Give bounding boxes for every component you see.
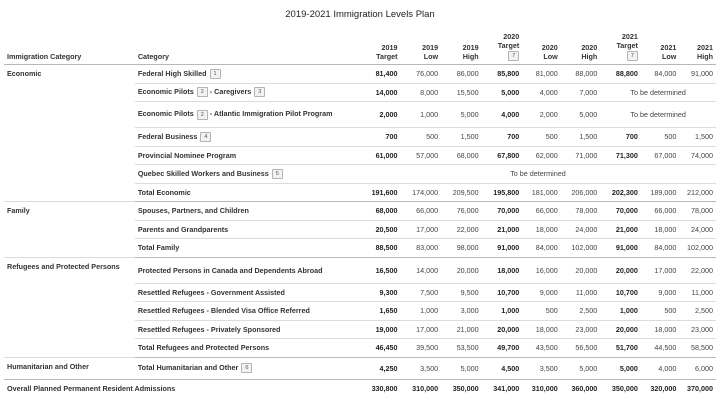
value-cell: 62,000	[522, 146, 561, 165]
table-row	[4, 202, 716, 221]
value-cell: 9,500	[441, 283, 482, 302]
category-label: Economic Pilots 2 - Atlantic Immigration Pilot Program	[135, 102, 360, 128]
category-label: Total Family	[135, 239, 360, 258]
value-cell: 17,000	[641, 257, 680, 283]
value-cell: 4,500	[482, 357, 523, 380]
value-cell: 91,000	[600, 239, 641, 258]
value-cell: 61,000	[360, 146, 401, 165]
value-cell: 51,700	[600, 339, 641, 358]
value-cell: 310,000	[531, 384, 558, 394]
value-cell: 206,000	[561, 183, 601, 202]
value-cell: 1,500	[561, 128, 601, 147]
value-cell: 24,000	[561, 220, 601, 239]
value-cell: 84,000	[641, 239, 680, 258]
value-cell: 46,450	[360, 339, 401, 358]
value-cell: 181,000	[522, 183, 561, 202]
value-cell: 4,000	[482, 102, 523, 128]
value-cell: 5,000	[441, 357, 482, 380]
category-label: Quebec Skilled Workers and Business 5	[135, 165, 360, 184]
value-cell: 68,000	[360, 202, 401, 221]
value-cell: 23,000	[679, 320, 716, 339]
header-2020-target: 2020 Target 7	[482, 30, 523, 65]
value-cell: 320,000	[650, 384, 677, 394]
value-cell: 57,000	[401, 146, 442, 165]
value-cell: 22,000	[679, 257, 716, 283]
value-cell: 74,000	[679, 146, 716, 165]
value-cell: 700	[360, 128, 401, 147]
value-cell: 18,000	[641, 220, 680, 239]
value-cell: 83,000	[401, 239, 442, 258]
value-cell: 10,700	[482, 283, 523, 302]
value-cell: 7,000	[561, 83, 601, 102]
header-2019-target: 2019 Target	[360, 30, 401, 65]
value-cell: 370,000	[687, 384, 713, 394]
value-cell: 7,500	[401, 283, 442, 302]
value-cell: 66,000	[401, 202, 442, 221]
value-cell: 18,000	[641, 320, 680, 339]
value-cell: 58,500	[679, 339, 716, 358]
value-cell: 3,000	[441, 302, 482, 321]
value-cell: 18,000	[522, 220, 561, 239]
category-label: Resettled Refugees - Government Assisted	[135, 283, 360, 302]
value-cell: 202,300	[600, 183, 641, 202]
group-economic: Economic	[4, 65, 135, 202]
value-cell: 350,000	[611, 384, 638, 394]
value-cell: 1,650	[360, 302, 401, 321]
value-cell: 189,000	[641, 183, 680, 202]
value-cell: 191,600	[360, 183, 401, 202]
value-cell: 5,000	[561, 357, 601, 380]
value-cell: 78,000	[561, 202, 601, 221]
value-cell: 360,000	[571, 384, 598, 394]
header-2021-low: 2021 Low	[641, 30, 680, 65]
footnote-link[interactable]: 6	[241, 363, 252, 373]
value-cell: 330,800	[371, 384, 398, 394]
category-label: Total Economic	[135, 183, 360, 202]
value-cell: 67,800	[482, 146, 523, 165]
value-cell: 212,000	[679, 183, 716, 202]
table-row	[4, 257, 716, 283]
footnote-link[interactable]: 1	[210, 69, 221, 79]
footnote-link[interactable]: 2	[197, 87, 208, 97]
value-cell: 1,500	[679, 128, 716, 147]
value-cell: 39,500	[401, 339, 442, 358]
value-cell: 88,500	[360, 239, 401, 258]
footnote-link[interactable]: 4	[200, 132, 211, 142]
header-2020-high: 2020 High	[561, 30, 601, 65]
value-cell: 1,000	[401, 102, 442, 128]
footnote-link[interactable]: 2	[197, 110, 208, 120]
value-cell: 24,000	[679, 220, 716, 239]
value-cell: 21,000	[482, 220, 523, 239]
value-cell: 9,000	[522, 283, 561, 302]
category-label: Resettled Refugees - Privately Sponsored	[135, 320, 360, 339]
footnote-link[interactable]: 3	[254, 87, 265, 97]
value-cell: 56,500	[561, 339, 601, 358]
table-row-grand-total	[4, 380, 716, 398]
value-cell: 76,000	[401, 65, 442, 84]
value-cell: 3,500	[401, 357, 442, 380]
value-cell: 8,000	[401, 83, 442, 102]
value-cell: 4,000	[641, 357, 680, 380]
to-be-determined: To be determined	[360, 165, 716, 184]
value-cell: 70,000	[482, 202, 523, 221]
value-cell: 21,000	[441, 320, 482, 339]
value-cell: 20,500	[360, 220, 401, 239]
value-cell: 500	[641, 302, 680, 321]
value-cell: 20,000	[600, 257, 641, 283]
value-cell: 17,000	[401, 320, 442, 339]
value-cell: 85,800	[482, 65, 523, 84]
value-cell: 11,000	[561, 283, 601, 302]
value-cell: 16,500	[360, 257, 401, 283]
value-cell: 88,800	[600, 65, 641, 84]
value-cell: 5,000	[600, 357, 641, 380]
category-label: Provincial Nominee Program	[135, 146, 360, 165]
group-overall: Overall Planned Permanent Resident Admissions	[7, 384, 176, 394]
to-be-determined: To be determined	[600, 102, 716, 128]
category-label: Protected Persons in Canada and Dependents Abroad	[135, 257, 360, 283]
value-cell: 4,250	[360, 357, 401, 380]
header-immigration-category: Immigration Category	[4, 30, 135, 65]
value-cell: 18,000	[522, 320, 561, 339]
value-cell: 310,000	[412, 384, 439, 394]
value-cell: 700	[600, 128, 641, 147]
header-2021-high: 2021 High	[679, 30, 716, 65]
value-cell: 71,300	[600, 146, 641, 165]
category-label: Federal High Skilled 1	[135, 65, 360, 84]
value-cell: 91,000	[679, 65, 716, 84]
value-cell: 500	[401, 128, 442, 147]
header-row	[4, 30, 716, 65]
value-cell: 68,000	[441, 146, 482, 165]
to-be-determined: To be determined	[600, 83, 716, 102]
value-cell: 1,000	[401, 302, 442, 321]
category-label: Total Refugees and Protected Persons	[135, 339, 360, 358]
category-label: Resettled Refugees - Blended Visa Office Referred	[135, 302, 360, 321]
value-cell: 20,000	[441, 257, 482, 283]
table-row-total	[4, 357, 716, 380]
value-cell: 2,000	[360, 102, 401, 128]
value-cell: 17,000	[401, 220, 442, 239]
value-cell: 21,000	[600, 220, 641, 239]
header-2021-target: 2021 Target 7	[600, 30, 641, 65]
value-cell: 23,000	[561, 320, 601, 339]
value-cell: 11,000	[679, 283, 716, 302]
value-cell: 209,500	[441, 183, 482, 202]
value-cell: 18,000	[482, 257, 523, 283]
value-cell: 43,500	[522, 339, 561, 358]
value-cell: 1,500	[441, 128, 482, 147]
value-cell: 341,000	[493, 384, 520, 394]
header-2019-low: 2019 Low	[401, 30, 442, 65]
value-cell: 14,000	[360, 83, 401, 102]
value-cell: 1,000	[600, 302, 641, 321]
value-cell: 76,000	[441, 202, 482, 221]
category-label: Federal Business 4	[135, 128, 360, 147]
value-cell: 16,000	[522, 257, 561, 283]
header-2020-low: 2020 Low	[522, 30, 561, 65]
value-cell: 81,000	[522, 65, 561, 84]
value-cell: 9,300	[360, 283, 401, 302]
group-family: Family	[4, 202, 135, 258]
value-cell: 49,700	[482, 339, 523, 358]
footnote-link[interactable]: 7	[627, 51, 638, 61]
value-cell: 70,000	[600, 202, 641, 221]
value-cell: 84,000	[522, 239, 561, 258]
value-cell: 102,000	[679, 239, 716, 258]
value-cell: 81,400	[360, 65, 401, 84]
category-label: Parents and Grandparents	[135, 220, 360, 239]
value-cell: 5,000	[561, 102, 601, 128]
value-cell: 5,000	[441, 102, 482, 128]
value-cell: 2,000	[522, 102, 561, 128]
value-cell: 78,000	[679, 202, 716, 221]
value-cell: 66,000	[522, 202, 561, 221]
group-refugees: Refugees and Protected Persons	[4, 257, 135, 357]
value-cell: 20,000	[600, 320, 641, 339]
value-cell: 98,000	[441, 239, 482, 258]
header-category: Category	[135, 30, 360, 65]
value-cell: 20,000	[561, 257, 601, 283]
table-caption: 2019-2021 Immigration Levels Plan	[285, 9, 435, 20]
value-cell: 53,500	[441, 339, 482, 358]
value-cell: 2,500	[679, 302, 716, 321]
value-cell: 86,000	[441, 65, 482, 84]
category-label: Economic Pilots 2 - Caregivers 3	[135, 83, 360, 102]
value-cell: 174,000	[401, 183, 442, 202]
group-humanitarian: Humanitarian and Other	[4, 357, 135, 380]
value-cell: 102,000	[561, 239, 601, 258]
levels-plan-table	[4, 30, 716, 398]
value-cell: 91,000	[482, 239, 523, 258]
value-cell: 6,000	[679, 357, 716, 380]
value-cell: 14,000	[401, 257, 442, 283]
value-cell: 9,000	[641, 283, 680, 302]
value-cell: 500	[522, 128, 561, 147]
footnote-link[interactable]: 5	[272, 169, 283, 179]
value-cell: 67,000	[641, 146, 680, 165]
value-cell: 44,500	[641, 339, 680, 358]
value-cell: 5,000	[482, 83, 523, 102]
value-cell: 22,000	[441, 220, 482, 239]
value-cell: 3,500	[522, 357, 561, 380]
footnote-link[interactable]: 7	[508, 51, 519, 61]
value-cell: 84,000	[641, 65, 680, 84]
value-cell: 15,500	[441, 83, 482, 102]
value-cell: 500	[641, 128, 680, 147]
value-cell: 350,000	[452, 384, 479, 394]
category-label: Spouses, Partners, and Children	[135, 202, 360, 221]
value-cell: 88,000	[561, 65, 601, 84]
value-cell: 66,000	[641, 202, 680, 221]
value-cell: 10,700	[600, 283, 641, 302]
value-cell: 195,800	[482, 183, 523, 202]
value-cell: 500	[522, 302, 561, 321]
value-cell: 1,000	[482, 302, 523, 321]
category-label: Total Humanitarian and Other 6	[135, 357, 360, 380]
value-cell: 2,500	[561, 302, 601, 321]
value-cell: 19,000	[360, 320, 401, 339]
header-2019-high: 2019 High	[441, 30, 482, 65]
value-cell: 20,000	[482, 320, 523, 339]
table-row	[4, 65, 716, 84]
value-cell: 4,000	[522, 83, 561, 102]
value-cell: 71,000	[561, 146, 601, 165]
value-cell: 700	[482, 128, 523, 147]
